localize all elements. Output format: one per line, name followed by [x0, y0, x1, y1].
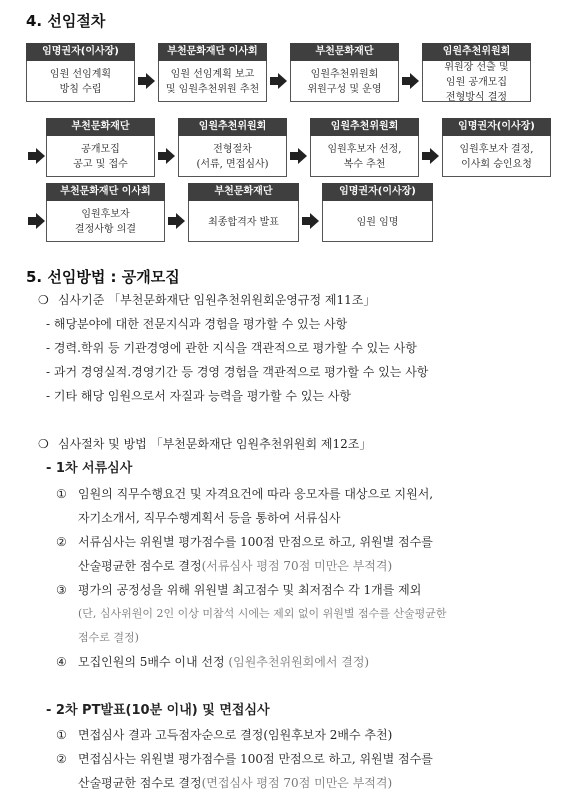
step-body: 임원추천위원회 위원구성 및 운영: [307, 69, 382, 95]
arrow-right-icon: [135, 43, 158, 102]
flow-step-1-3: [290, 43, 399, 102]
stage-1-title: - 1차 서류심사: [46, 461, 133, 476]
stage1-item-3-note1: (단, 심사위원이 2인 이상 미참석 시에는 제외 없이 위원별 점수를 산술평균한: [78, 607, 447, 620]
flow-step-1-1: [26, 43, 135, 102]
stage1-item-2-note: (서류심사 평점 70점 미만은 부적격): [201, 559, 393, 573]
step-head: 부천문화재단: [46, 118, 155, 136]
stage1-item-2-line1: 서류심사는 위원별 평가점수를 100점 만점으로 하고, 위원별 점수를: [78, 535, 433, 549]
stage1-item-4-note: (임원추천위원회에서 결정): [228, 655, 370, 669]
stage1-item-3-note2: 점수로 결정): [78, 631, 139, 644]
stage2-mark-2: ②: [56, 752, 67, 766]
section-5-title: 5. 선임방법 : 공개모집: [26, 268, 180, 286]
step-body: 전형절차 (서류, 면접심사): [196, 144, 269, 170]
step-head: 임명권자(이사장): [442, 118, 551, 136]
criteria-item-3: - 과거 경영실적․경영기간 등 경영 경험을 객관적으로 평가할 수 있는 사항: [46, 365, 429, 379]
arrow-right-icon: [419, 118, 442, 177]
arrow-right-icon: [267, 43, 290, 102]
flow-row-2: [26, 118, 551, 177]
step-head: 부천문화재단: [290, 43, 399, 61]
section-4-title: 4. 선임절차: [26, 12, 106, 30]
step-body: 임원 임명: [356, 216, 399, 228]
step-head: 임원추천위원회: [422, 43, 531, 61]
arrow-right-icon: [165, 183, 188, 242]
stage1-item-4-text: 모집인원의 5배수 이내 선정: [78, 655, 225, 669]
stage1-item-2-line2: [78, 555, 392, 577]
step-head: 임원추천위원회: [310, 118, 419, 136]
step-body: 임원후보자 선정, 복수 추천: [327, 144, 402, 170]
step-head: 임명권자(이사장): [322, 183, 433, 201]
arrow-right-icon: [26, 183, 46, 242]
criteria-title: 심사기준 「부천문화재단 임원추천위원회운영규정 제11조」: [58, 293, 376, 307]
step-body: 임원 선임계획 보고 및 임원추천위원 추천: [165, 69, 260, 95]
stage1-item-4-line1: [78, 651, 369, 673]
step-head: 임원추천위원회: [178, 118, 287, 136]
step-body: 최종합격자 발표: [208, 216, 279, 228]
arrow-right-icon: [399, 43, 422, 102]
circle-bullet-icon: ❍: [38, 293, 49, 307]
stage2-item-2-line2: [78, 772, 392, 794]
step-body: 위원장 선출 및 임원 공개모집 전형방식 결정: [444, 61, 509, 103]
step-head: 임명권자(이사장): [26, 43, 135, 61]
step-head: 부천문화재단: [188, 183, 299, 201]
criteria-item-1: - 해당분야에 대한 전문지식과 경험을 평가할 수 있는 사항: [46, 317, 348, 331]
stage2-item-2-line1: 면접심사는 위원별 평가점수를 100점 만점으로 하고, 위원별 점수를: [78, 752, 433, 766]
step-body: 공개모집 공고 및 접수: [73, 144, 128, 170]
procedure-title: 심사절차 및 방법 「부천문화재단 임원추천위원회 제12조」: [58, 437, 372, 451]
flow-step-2-1: [46, 118, 155, 177]
stage2-item-2-text: 산술평균한 점수로 결정: [78, 776, 202, 790]
stage1-item-1-line2: 자기소개서, 직무수행계획서 등을 통하여 서류심사: [78, 511, 341, 525]
circle-bullet-icon: ❍: [38, 437, 49, 451]
step-body: 임원후보자 결정, 이사회 승인요청: [459, 144, 534, 170]
stage-2-title: - 2차 PT발표(10분 이내) 및 면접심사: [46, 703, 270, 718]
flow-step-1-2: [158, 43, 267, 102]
flow-row-3: [26, 183, 433, 242]
stage1-mark-3: ③: [56, 583, 67, 597]
step-head: 부천문화재단 이사회: [46, 183, 165, 201]
stage2-item-1-line1: 면접심사 결과 고득점자순으로 결정(임원후보자 2배수 추천): [78, 728, 393, 742]
criteria-item-2: - 경력․학위 등 기관경영에 관한 지식을 객관적으로 평가할 수 있는 사항: [46, 341, 417, 355]
flow-step-3-3: [322, 183, 433, 242]
stage1-item-1-line1: 임원의 직무수행요건 및 자격요건에 따라 응모자를 대상으로 지원서,: [78, 487, 434, 501]
step-head: 부천문화재단 이사회: [158, 43, 267, 61]
flow-step-1-4: [422, 43, 531, 102]
flow-step-2-3: [310, 118, 419, 177]
arrow-right-icon: [26, 118, 46, 177]
arrow-right-icon: [155, 118, 178, 177]
arrow-right-icon: [287, 118, 310, 177]
flow-step-2-4: [442, 118, 551, 177]
flow-step-3-2: [188, 183, 299, 242]
step-body: 임원 선임계획 방침 수립: [49, 69, 112, 95]
stage1-item-2-text: 산술평균한 점수로 결정: [78, 559, 202, 573]
arrow-right-icon: [299, 183, 322, 242]
stage1-mark-2: ②: [56, 535, 67, 549]
flow-row-1: [26, 43, 531, 102]
stage2-item-2-note: (면접심사 평점 70점 미만은 부적격): [201, 776, 393, 790]
stage1-item-3-line1: 평가의 공정성을 위해 위원별 최고점수 및 최저점수 각 1개를 제외: [78, 583, 422, 597]
flow-step-2-2: [178, 118, 287, 177]
flow-step-3-1: [46, 183, 165, 242]
criteria-item-4: - 기타 해당 임원으로서 자질과 능력을 평가할 수 있는 사항: [46, 389, 352, 403]
stage2-mark-1: ①: [56, 728, 67, 742]
step-body: 임원후보자 결정사항 의결: [74, 209, 137, 235]
stage1-mark-1: ①: [56, 487, 67, 501]
stage1-mark-4: ④: [56, 655, 67, 669]
